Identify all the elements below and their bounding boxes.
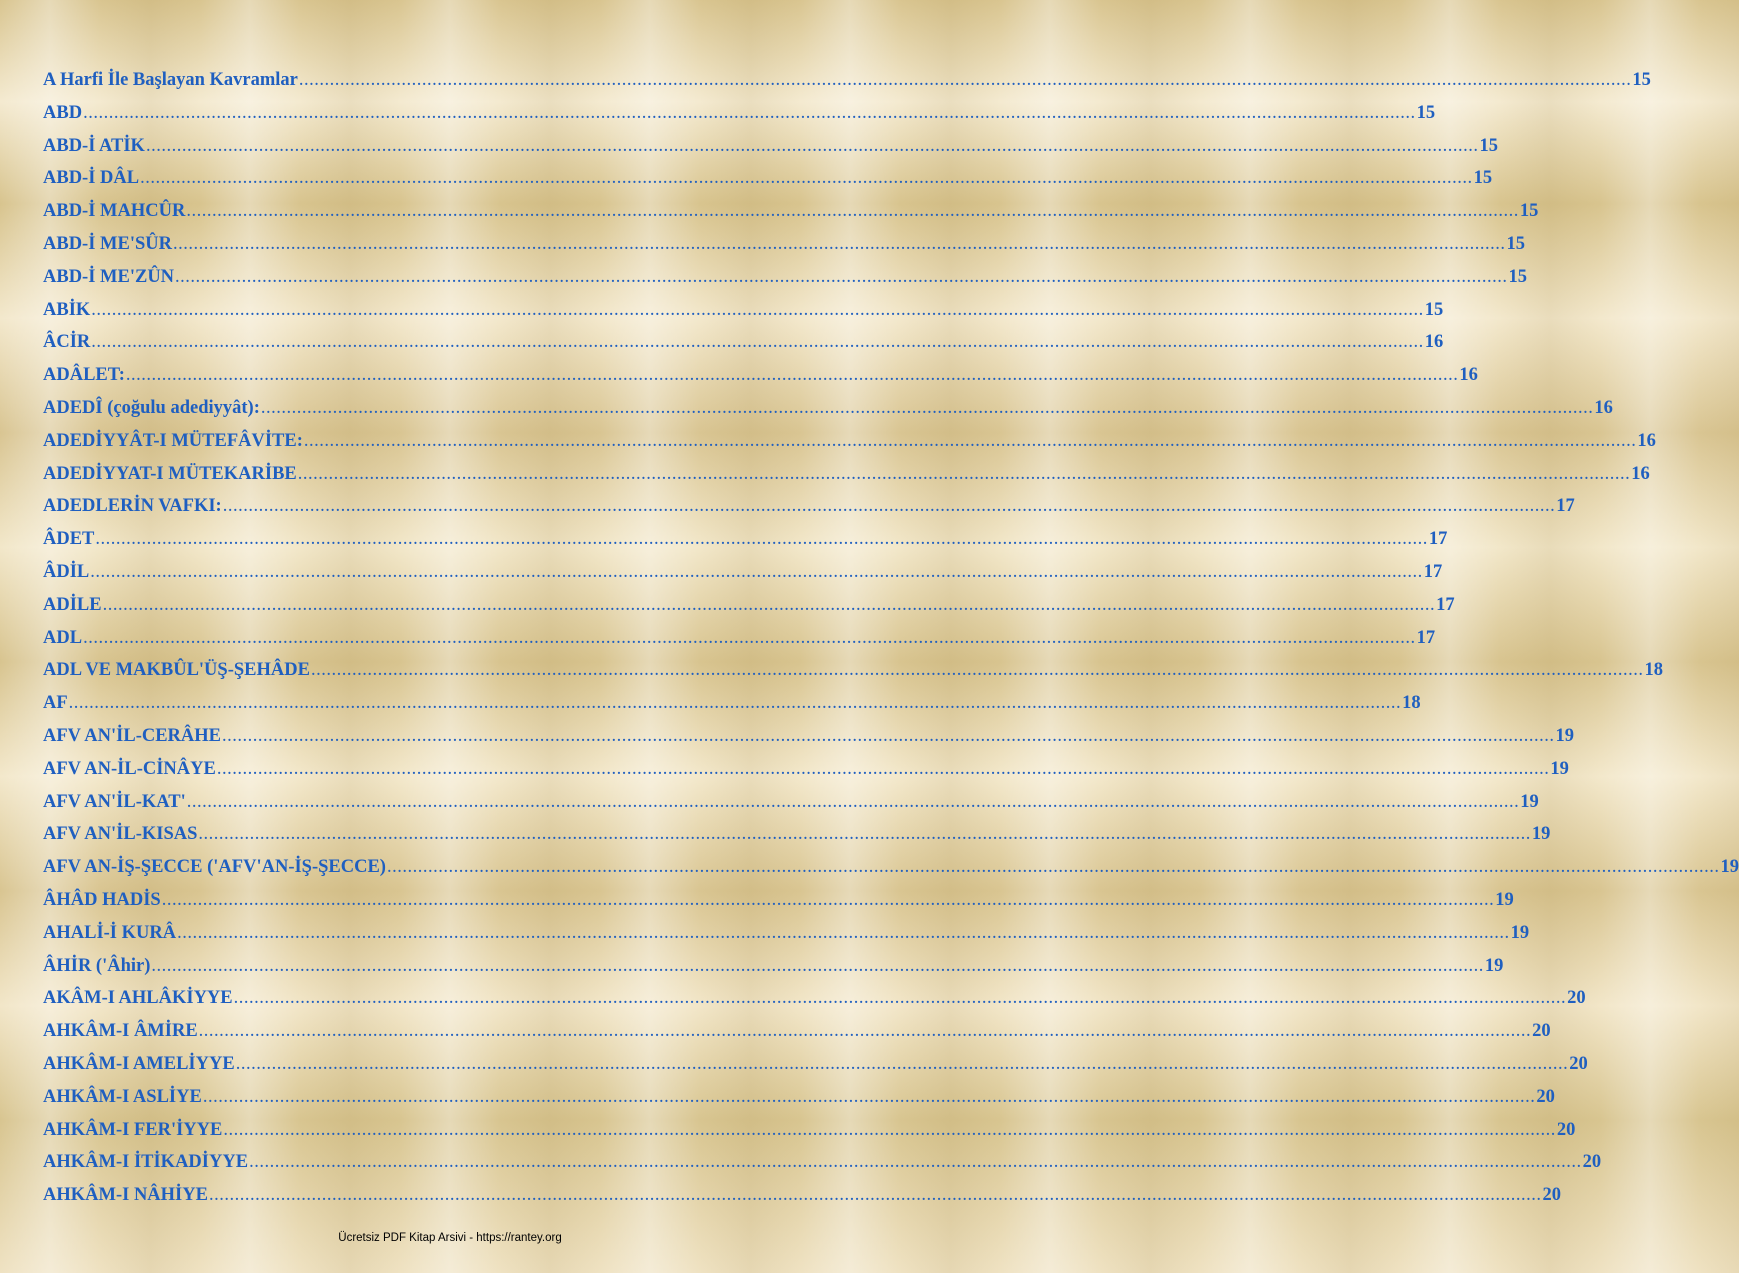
toc-entry-title: ADÂLET: xyxy=(43,365,125,386)
toc-entry[interactable] xyxy=(43,1048,1588,1081)
toc-entry-title: ADİLE xyxy=(43,594,102,615)
toc-entry[interactable] xyxy=(43,1114,1576,1147)
toc-page-number: 20 xyxy=(1536,1086,1555,1107)
dot-leader: .................................................................................................................................................................................................................................................................... xyxy=(140,168,1473,189)
toc-entry-title: A Harfi İle Başlayan Kavramlar xyxy=(43,70,298,90)
toc-entry-title: AFV AN-İL-CİNÂYE xyxy=(43,758,216,779)
toc-entry[interactable] xyxy=(43,589,1455,622)
dot-leader: .................................................................................................................................................................................................................................................................... xyxy=(260,397,1594,418)
toc-page-number: 15 xyxy=(1416,102,1436,123)
toc-entry[interactable] xyxy=(43,195,1539,228)
page-footer: Ücretsiz PDF Kitap Arsivi - https://rantey.org xyxy=(338,1232,562,1244)
toc-page-number: 17 xyxy=(1423,561,1443,582)
dot-leader: .................................................................................................................................................................................................................................................................... xyxy=(125,365,1459,386)
toc-entry[interactable] xyxy=(43,162,1493,195)
dot-leader: .................................................................................................................................................................................................................................................................... xyxy=(233,988,1567,1009)
toc-entry-title: AHKÂM-I AMELİYYE xyxy=(43,1053,235,1074)
toc-entry[interactable] xyxy=(43,64,1651,97)
toc-entry-title: ABD-İ MAHCÛR xyxy=(43,201,186,222)
toc-entry-title: ABİK xyxy=(43,299,91,320)
toc-entry[interactable] xyxy=(43,1015,1551,1048)
toc-page-number: 19 xyxy=(1720,857,1739,878)
dot-leader: .................................................................................................................................................................................................................................................................... xyxy=(186,791,1520,812)
dot-leader: .................................................................................................................................................................................................................................................................... xyxy=(68,693,1402,714)
dot-leader: .................................................................................................................................................................................................................................................................... xyxy=(303,430,1637,451)
toc-page-number: 17 xyxy=(1556,496,1575,517)
toc-entry-title: ABD xyxy=(43,102,83,123)
toc-entry-title: AHKÂM-I NÂHİYE xyxy=(43,1185,208,1206)
toc-page-number: 17 xyxy=(1436,594,1455,615)
toc-page-number: 19 xyxy=(1495,889,1514,910)
toc-page-number: 15 xyxy=(1506,233,1525,254)
toc-entry[interactable] xyxy=(43,326,1444,359)
toc-page-number: 20 xyxy=(1532,1021,1551,1042)
dot-leader: .................................................................................................................................................................................................................................................................... xyxy=(386,857,1720,878)
toc-entry[interactable] xyxy=(43,818,1551,851)
toc-entry-title: AFV AN'İL-CERÂHE xyxy=(43,725,221,746)
toc-page-number: 15 xyxy=(1508,266,1528,287)
dot-leader: .................................................................................................................................................................................................................................................................... xyxy=(235,1053,1569,1074)
toc-entry[interactable] xyxy=(43,523,1448,556)
dot-leader: .................................................................................................................................................................................................................................................................... xyxy=(298,70,1632,90)
toc-entry[interactable] xyxy=(43,1081,1555,1114)
toc-entry-title: ADEDÎ (çoğulu adediyyât): xyxy=(43,397,260,418)
toc-entry[interactable] xyxy=(43,458,1650,491)
toc-entry-title: AF xyxy=(43,693,68,714)
toc-entry-title: ADEDİYYAT-I MÜTEKARİBE xyxy=(43,463,297,484)
dot-leader: .................................................................................................................................................................................................................................................................... xyxy=(102,594,1436,615)
toc-page-number: 20 xyxy=(1542,1185,1561,1206)
toc-entry[interactable] xyxy=(43,917,1530,950)
toc-entry-title: ABD-İ DÂL xyxy=(43,168,140,189)
toc-page-number: 20 xyxy=(1582,1152,1602,1173)
dot-leader: .................................................................................................................................................................................................................................................................... xyxy=(208,1185,1542,1206)
toc-page-number: 19 xyxy=(1484,955,1504,976)
toc-entry[interactable] xyxy=(43,851,1739,884)
dot-leader: .................................................................................................................................................................................................................................................................... xyxy=(95,529,1428,550)
toc-entry[interactable] xyxy=(43,97,1436,130)
toc-page-number: 16 xyxy=(1594,397,1613,418)
toc-entry-title: AHKÂM-I ASLİYE xyxy=(43,1086,202,1107)
toc-entry-title: ADL xyxy=(43,627,83,648)
dot-leader: .................................................................................................................................................................................................................................................................... xyxy=(83,627,1416,648)
toc-entry-title: AKÂM-I AHLÂKİYYE xyxy=(43,988,233,1009)
dot-leader: .................................................................................................................................................................................................................................................................... xyxy=(83,102,1416,123)
toc-page-number: 18 xyxy=(1644,660,1663,681)
dot-leader: .................................................................................................................................................................................................................................................................... xyxy=(91,332,1424,353)
dot-leader: .................................................................................................................................................................................................................................................................... xyxy=(145,135,1479,156)
toc-page-number: 15 xyxy=(1424,299,1444,320)
dot-leader: .................................................................................................................................................................................................................................................................... xyxy=(310,660,1644,681)
toc-entry[interactable] xyxy=(43,1179,1561,1212)
dot-leader: .................................................................................................................................................................................................................................................................... xyxy=(223,1119,1556,1140)
toc-entry[interactable] xyxy=(43,982,1586,1015)
toc-entry[interactable] xyxy=(43,687,1421,720)
toc-entry[interactable] xyxy=(43,753,1569,786)
toc-page-number: 15 xyxy=(1519,201,1539,222)
toc-entry[interactable] xyxy=(43,261,1528,294)
dot-leader: .................................................................................................................................................................................................................................................................... xyxy=(202,1086,1536,1107)
toc-entry-title: ADL VE MAKBÛL'ÜŞ-ŞEHÂDE xyxy=(43,660,310,681)
toc-entry-title: ABD-İ ME'SÛR xyxy=(43,233,172,254)
dot-leader: .................................................................................................................................................................................................................................................................... xyxy=(91,299,1424,320)
toc-entry[interactable] xyxy=(43,490,1575,523)
dot-leader: .................................................................................................................................................................................................................................................................... xyxy=(249,1152,1582,1173)
dot-leader: .................................................................................................................................................................................................................................................................... xyxy=(186,201,1519,222)
dot-leader: .................................................................................................................................................................................................................................................................... xyxy=(90,561,1423,582)
dot-leader: .................................................................................................................................................................................................................................................................... xyxy=(198,1021,1532,1042)
toc-entry[interactable] xyxy=(43,720,1574,753)
toc-page-number: 15 xyxy=(1632,70,1651,90)
toc-page-number: 19 xyxy=(1555,725,1574,746)
toc-entry[interactable] xyxy=(43,556,1443,589)
toc-page-number: 19 xyxy=(1531,824,1551,845)
table-of-contents xyxy=(43,64,1739,1212)
toc-entry[interactable] xyxy=(43,654,1663,687)
toc-entry-title: ÂDİL xyxy=(43,561,90,582)
dot-leader: .................................................................................................................................................................................................................................................................... xyxy=(198,824,1531,845)
toc-entry-title: AHKÂM-I ÂMİRE xyxy=(43,1021,198,1042)
toc-entry[interactable] xyxy=(43,130,1498,163)
toc-page-number: 17 xyxy=(1428,529,1448,550)
toc-entry[interactable] xyxy=(43,392,1613,425)
toc-entry-title: AFV AN'İL-KISAS xyxy=(43,824,198,845)
toc-page-number: 18 xyxy=(1402,693,1421,714)
toc-page-number: 15 xyxy=(1473,168,1493,189)
toc-entry[interactable] xyxy=(43,425,1656,458)
toc-page-number: 16 xyxy=(1631,463,1650,484)
toc-entry[interactable] xyxy=(43,786,1539,819)
toc-entry-title: AHALİ-İ KURÂ xyxy=(43,922,177,943)
dot-leader: .................................................................................................................................................................................................................................................................... xyxy=(222,725,1555,746)
toc-entry-title: ADEDLERİN VAFKI: xyxy=(43,496,222,517)
toc-entry[interactable] xyxy=(43,622,1436,655)
toc-entry-title: AHKÂM-I FER'İYYE xyxy=(43,1119,223,1140)
toc-page-number: 20 xyxy=(1556,1119,1576,1140)
toc-entry-title: ÂHİR ('Âhir) xyxy=(43,955,151,976)
toc-page-number: 19 xyxy=(1550,758,1569,779)
dot-leader: .................................................................................................................................................................................................................................................................... xyxy=(216,758,1550,779)
toc-entry-title: AFV AN-İŞ-ŞECCE ('AFV'AN-İŞ-ŞECCE) xyxy=(43,857,386,878)
toc-entry-title: ABD-İ ATİK xyxy=(43,135,145,156)
toc-entry-title: ÂCİR xyxy=(43,332,91,353)
toc-entry-title: ÂHÂD HADİS xyxy=(43,889,161,910)
dot-leader: .................................................................................................................................................................................................................................................................... xyxy=(297,463,1631,484)
toc-page-number: 20 xyxy=(1567,988,1586,1009)
dot-leader: .................................................................................................................................................................................................................................................................... xyxy=(151,955,1484,976)
toc-entry-title: AFV AN'İL-KAT' xyxy=(43,791,186,812)
toc-entry-title: AHKÂM-I İTİKADİYYE xyxy=(43,1152,249,1173)
toc-page-number: 20 xyxy=(1569,1053,1588,1074)
dot-leader: .................................................................................................................................................................................................................................................................... xyxy=(175,266,1508,287)
toc-page-number: 15 xyxy=(1479,135,1498,156)
toc-entry[interactable] xyxy=(43,950,1504,983)
toc-page-number: 19 xyxy=(1510,922,1530,943)
toc-entry-title: ADEDİYYÂT-I MÜTEFÂVİTE: xyxy=(43,430,303,451)
toc-entry[interactable] xyxy=(43,1146,1602,1179)
dot-leader: .................................................................................................................................................................................................................................................................... xyxy=(161,889,1495,910)
toc-entry[interactable] xyxy=(43,294,1444,327)
dot-leader: .................................................................................................................................................................................................................................................................... xyxy=(173,233,1506,254)
toc-entry[interactable] xyxy=(43,884,1514,917)
toc-page-number: 19 xyxy=(1520,791,1539,812)
toc-entry-title: ABD-İ ME'ZÛN xyxy=(43,266,175,287)
toc-page-number: 16 xyxy=(1459,365,1478,386)
toc-entry[interactable] xyxy=(43,359,1478,392)
dot-leader: .................................................................................................................................................................................................................................................................... xyxy=(222,496,1556,517)
toc-page-number: 17 xyxy=(1416,627,1436,648)
dot-leader: .................................................................................................................................................................................................................................................................... xyxy=(177,922,1510,943)
toc-page-number: 16 xyxy=(1637,430,1656,451)
toc-page-number: 16 xyxy=(1424,332,1444,353)
toc-entry[interactable] xyxy=(43,228,1525,261)
toc-entry-title: ÂDET xyxy=(43,529,95,550)
